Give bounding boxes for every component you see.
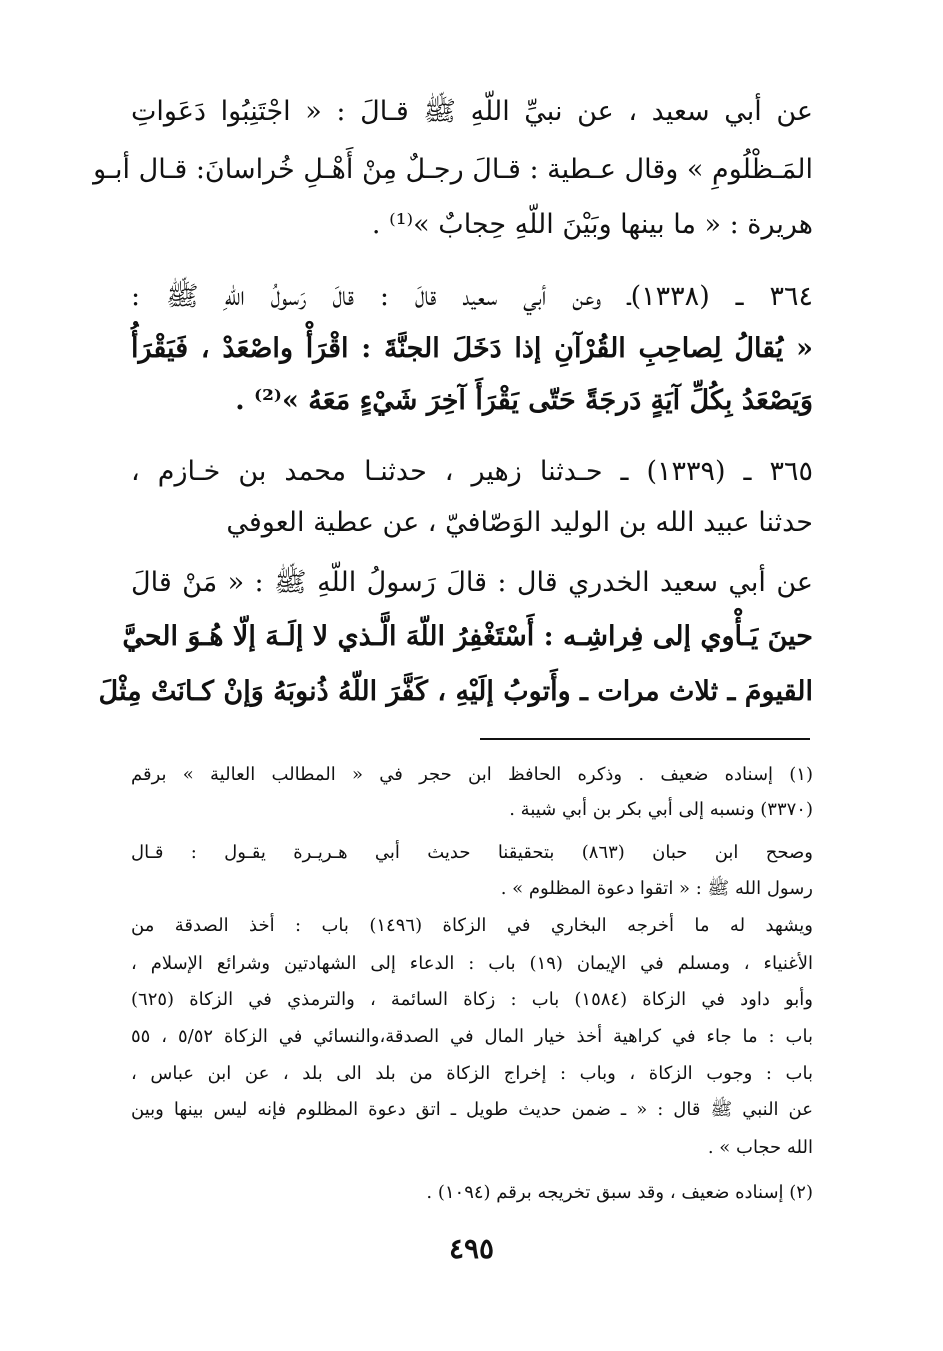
text-line-1: عن أبي سعيد ، عن نبيِّ اللّهِ ﷺ قـالَ : « اجْتَنِبُوا دَعَواتِ [131, 96, 813, 127]
footnote-line-10: عن النبي ﷺ قال : « ـ ضمن حديث طويل ـ اتق دعوة المظلوم فإنه ليس بينها وبين [131, 1099, 813, 1120]
footnote-line-3: وصحح ابن حبان (٨٦٣) بتحقيقنا حديث أبي هـريـرة يقـول : قـال [131, 842, 813, 863]
footnote-separator [480, 738, 810, 740]
text-line-8: حدثنا عبيد الله بن الوليد الوَصّافيّ ، عن عطية العوفي [226, 507, 813, 538]
text-line-9: عن أبي سعيد الخدري قال : قالَ رَسولُ اللّهِ ﷺ : « مَنْ قالَ [131, 567, 813, 598]
footnote-line-1: (١) إسناده ضعيف . وذكره الحافظ ابن حجر في « المطالب العالية » برقم [131, 764, 813, 785]
footnote-line-9: باب : وجوب الزكاة ، وباب : إخراج الزكاة من بلد الى بلد ، عن ابن عباس ، [131, 1063, 813, 1084]
text-line-3: هريرة : « ما بينها وبَيْنَ اللّهِ حِجابٌ »⁽¹⁾ . [371, 209, 813, 240]
text-line-4: ٣٦٤ ـ (١٣٣٨)ـ وعن أبي سعيد قالَ : قالَ رَسولُ اللّهِ ﷺ : [131, 281, 814, 312]
text-line-11: القيومَ ـ ثلاث مرات ـ وأَتوبُ إلَيْهِ ، كَفَّرَ اللّهُ ذُنوبَهُ وَإنْ كـانَتْ مِثْلَ [98, 676, 813, 707]
footnote-line-5: ويشهد له ما أخرجه البخاري في الزكاة (١٤٩٦) باب : أخذ الصدقة من [131, 915, 813, 936]
footnote-line-2: (٣٣٧٠) ونسبه إلى أبي بكر بن أبي شيبة . [509, 799, 813, 820]
page-number: ٤٩٥ [448, 1232, 495, 1265]
footnote-line-7: وأبو داود في الزكاة (١٥٨٤) باب : زكاة السائمة ، والترمذي في الزكاة (٦٢٥) [131, 989, 813, 1010]
footnote-line-6: الأغنياء ، ومسلم في الإيمان (١٩) باب : الدعاء إلى الشهادتين وشرائع الإسلام ، [131, 953, 813, 974]
footnote-line-12: (٢) إسناده ضعيف ، وقد سبق تخريجه برقم (١٠٩٤) . [426, 1182, 813, 1203]
footnote-line-11: الله حجاب » . [707, 1137, 813, 1158]
footnote-line-8: باب : ما جاء في كراهية أخذ خيار المال في الصدقة،والنسائي في الزكاة ٥/٥٢ ، ٥٥ [131, 1026, 813, 1047]
footnote-line-4: رسول الله ﷺ : « اتقوا دعوة المظلوم » . [500, 878, 813, 899]
text-line-5: « يُقالُ لِصاحِبِ القُرْآنِ إذا دَخَلَ الجنَّةَ : اقْرَأْ واصْعَدْ ، فَيَقْرَأُ [131, 333, 813, 364]
text-line-6: وَيَصْعَدُ بِكُلِّ آيَةٍ دَرجَةً حَتّى يَقْرَأَ آخِرَ شَيْءٍ مَعَهُ »⁽²⁾ . [235, 385, 813, 416]
text-line-10: حينَ يَـأْوي إلى فِراشِـه : أَسْتَغْفِرُ اللّهَ الَّـذي لا إلَـهَ إلّا هُـوَ الحيَّ [122, 621, 813, 652]
text-line-7: ٣٦٥ ـ (١٣٣٩) ـ حـدثنا زهير ، حدثنـا محمد بن خـازم ، [131, 456, 813, 487]
text-line-2: المَـظْلُومِ » وقال عـطية : قـالَ رجـلٌ مِنْ أَهْـلِ خُراسانَ: قـال أبـو [93, 154, 813, 185]
